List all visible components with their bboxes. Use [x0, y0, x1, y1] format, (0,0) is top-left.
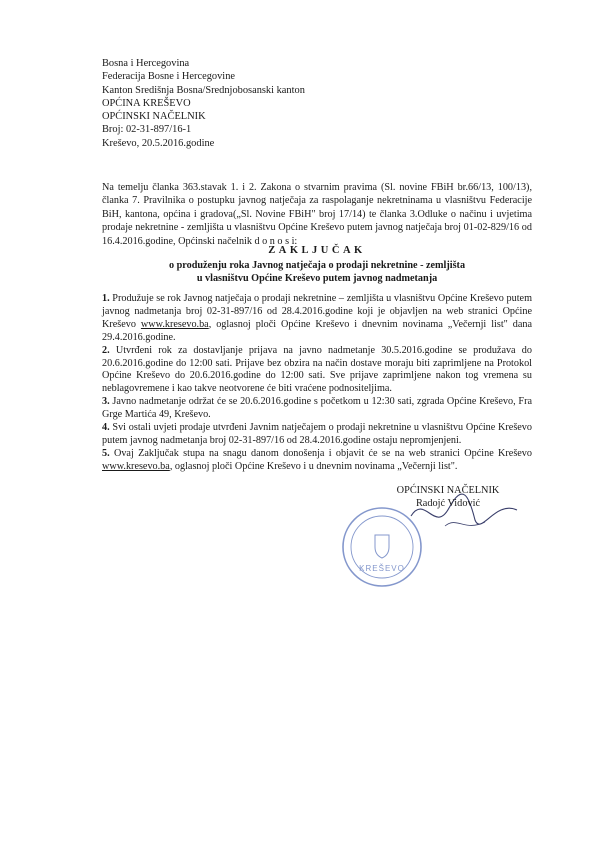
- stamp-emblem: [375, 535, 389, 558]
- letterhead: [102, 57, 305, 150]
- decision-item-5: [102, 448, 532, 474]
- signature-block: [383, 484, 513, 510]
- website-link[interactable]: www.kresevo.ba: [140, 318, 209, 330]
- decision-item-2: [102, 345, 532, 397]
- intro-paragraph: Na temelju članka 363.stavak 1. i 2. Zakona o stvarnim pravima (Sl. novine FBiH br.66/13, 100/13), članka 7. Pravilnika o postupku javnog natječaja za raspolaganje nekretninama u vlasništvu Federacije BiH, kantona, općina i gradova(„Sl. Novine FBiH" broj 17/14) te članka 3.Odluke o načinu i uvjetima prodaje nekretnine - zemljišta u vlasništvu Općine Kreševo putem javnog natječaja broj 01-02-829/16 od 16.4.2016.godine, Općinski načelnik d o n o s i:: [102, 182, 532, 247]
- decision-item-4: [102, 422, 532, 448]
- decision-items: [102, 293, 532, 474]
- item-text: , oglasnoj ploči Općine Kreševo i dnevnim novinama „Večernji list" dana 29.4.2016.godine.: [102, 318, 532, 343]
- decision-item-3: [102, 396, 532, 422]
- website-link[interactable]: www.kresevo.ba: [102, 460, 170, 472]
- header-municipality: OPĆINA KREŠEVO: [102, 97, 191, 109]
- item-text: Svi ostali uvjeti prodaje utvrđeni Javnim natječajem o prodaji nekretnine u vlasništvu Općine Kreševo putem javnog nadmetanja broj 02-31-897/16 od 28.4.2016.godine ostaju nepromjenjeni.: [102, 422, 532, 446]
- item-text: Ovaj Zaključak stupa na snagu danom donošenja i objavit će se na web stranici Općine Kreševo: [109, 447, 532, 459]
- document-subtitle: [102, 259, 532, 285]
- item-number: 2.: [102, 344, 110, 356]
- signature-stroke-2: [445, 522, 485, 526]
- decision-item-1: [102, 293, 532, 345]
- subtitle-line-1: o produženju roka Javnog natječaja o prodaji nekretnine - zemljišta: [168, 260, 466, 271]
- stamp-text: KREŠEVO: [359, 564, 405, 573]
- header-place-date: Kreševo, 20.5.2016.godine: [102, 137, 215, 149]
- item-text: Javno nadmetanje održat će se 20.6.2016.godine s početkom u 12:30 sati, zgrada Općine Kreševo, Fra Grge Martića 49, Kreševo.: [102, 396, 532, 421]
- item-number: 1.: [102, 293, 110, 304]
- subtitle-line-2: u vlasništvu Općine Kreševo putem javnog nadmetanja: [196, 273, 438, 285]
- item-text: , oglasnoj ploči Općine Kreševo i u dnevnim novinama „Večernji list".: [169, 460, 458, 472]
- item-text: Utvrđeni rok za dostavljanje prijava na javno nadmetanje 30.5.2016.godine se produžava do 20.6.2016.godine do 12:00 sati. Prijave bez obzira na način dostave moraju biti zaprimljene na Protokol Općine Kreševo do 20.6.2016.godine do 12:00 sati. Sve prijave zaprimljene nakon tog vremena su neblagovremene i kao takve neotvorene će biti vraćene podnositeljima.: [102, 344, 532, 395]
- header-office: OPĆINSKI NAČELNIK: [102, 111, 206, 123]
- signatory-name: Radojć Vidović: [415, 498, 481, 509]
- header-country: Bosna i Hercegovina: [102, 58, 190, 69]
- header-canton: Kanton Središnja Bosna/Srednjobosanski kanton: [102, 84, 305, 96]
- document-title: ZAKLJUČAK: [268, 245, 366, 256]
- header-reference-number: Broj: 02-31-897/16-1: [102, 124, 192, 136]
- item-text: Produžuje se rok Javnog natječaja o prodaji nekretnine – zemljišta u vlasništvu Općine Kreševo putem javnog nadmetanja broj 02-31-897/16 od 28.4.2016.godine koji je objavljen na web stranici Općine Kreševo: [102, 293, 532, 330]
- header-federation: Federacija Bosne i Hercegovine: [102, 71, 236, 83]
- signatory-title: OPĆINSKI NAČELNIK: [396, 485, 500, 496]
- item-number: 4.: [102, 422, 110, 434]
- item-number: 5.: [102, 447, 110, 459]
- item-number: 3.: [102, 396, 110, 408]
